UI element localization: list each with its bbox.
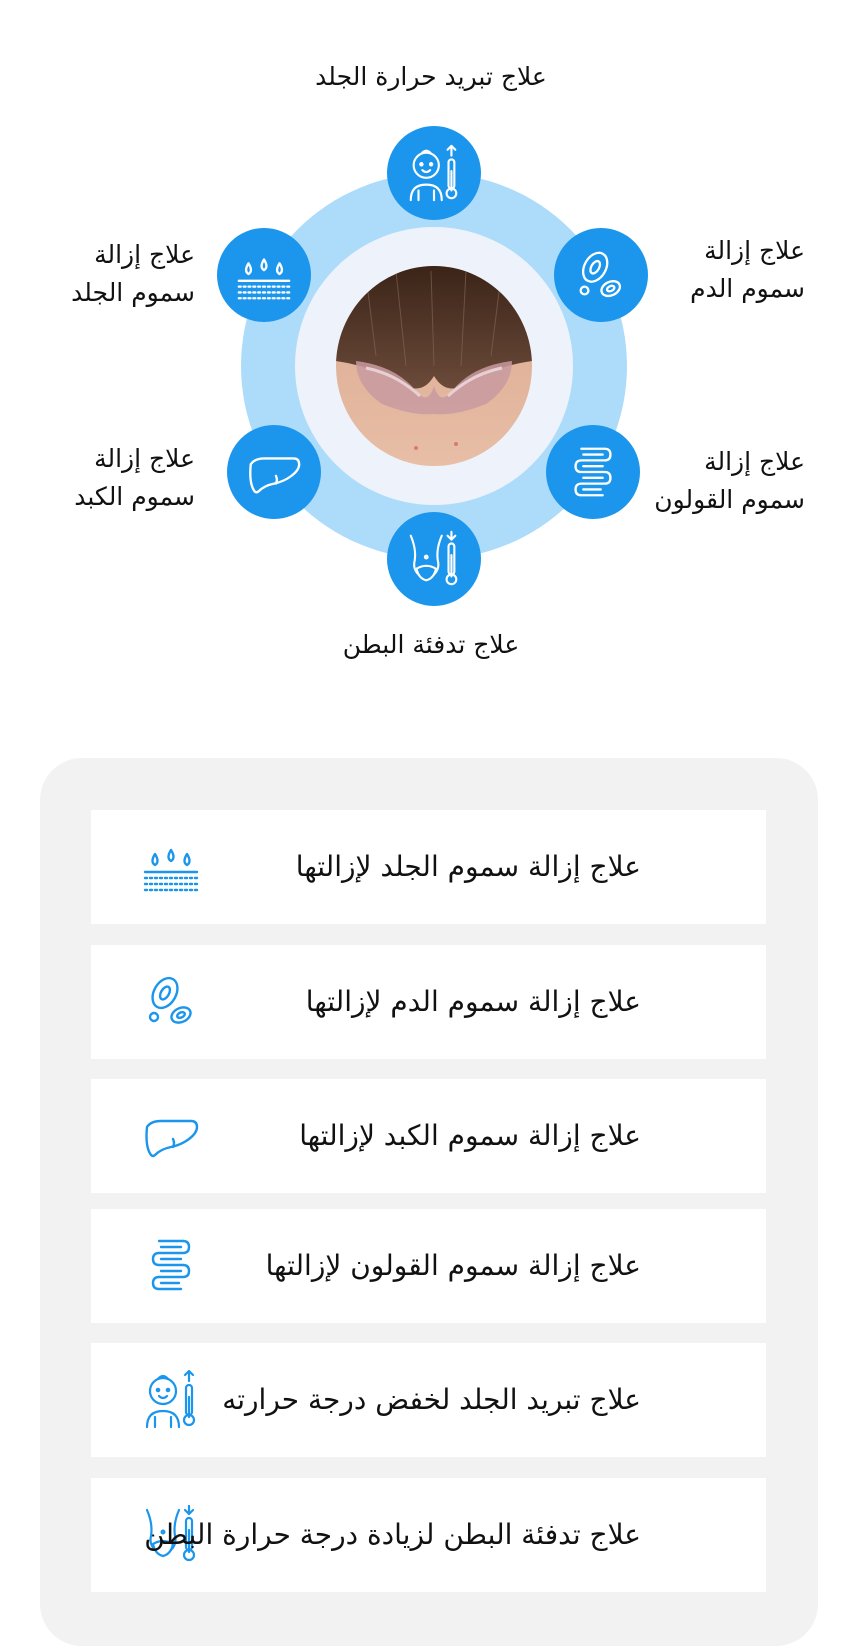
list-item-label: علاج إزالة سموم الدم لإزالتها [305,985,641,1018]
liver-icon[interactable] [227,425,321,519]
label-bottom: علاج تدفئة البطن [342,630,520,659]
blood-cells-icon [139,969,203,1033]
list-item[interactable] [91,1478,766,1592]
list-item[interactable] [91,1079,766,1193]
label-top: علاج تبريد حرارة الجلد [315,62,547,91]
treatments-list-card [40,758,818,1646]
label-top-left: علاج إزالة سموم الجلد [71,240,195,307]
label-bottom-right: علاج إزالة سموم القولون [654,447,805,514]
intestine-icon[interactable] [546,425,640,519]
baby-thermometer-icon[interactable] [387,126,481,220]
treatment-diagram [0,0,858,700]
list-item[interactable] [91,945,766,1059]
list-item[interactable] [91,810,766,924]
list-item-label: علاج إزالة سموم الكبد لإزالتها [299,1119,641,1152]
label-bottom-left: علاج إزالة سموم الكبد [74,444,195,511]
skin-drops-icon [139,834,203,898]
liver-icon [139,1103,203,1167]
list-item-label: علاج تبريد الجلد لخفض درجة حرارته [222,1383,641,1416]
list-item-label: علاج تدفئة البطن لزيادة درجة حرارة البطن [144,1518,641,1551]
list-item[interactable] [91,1209,766,1323]
label-top-right: علاج إزالة سموم الدم [690,236,805,303]
list-item-label: علاج إزالة سموم الجلد لإزالتها [295,850,641,883]
baby-thermometer-icon [139,1367,203,1431]
list-item-label: علاج إزالة سموم القولون لإزالتها [265,1249,641,1282]
skin-drops-icon[interactable] [217,228,311,322]
blood-cells-icon[interactable] [554,228,648,322]
neck-skin-photo [336,266,532,466]
belly-thermometer-icon[interactable] [387,512,481,606]
intestine-icon [139,1233,203,1297]
list-item[interactable] [91,1343,766,1457]
